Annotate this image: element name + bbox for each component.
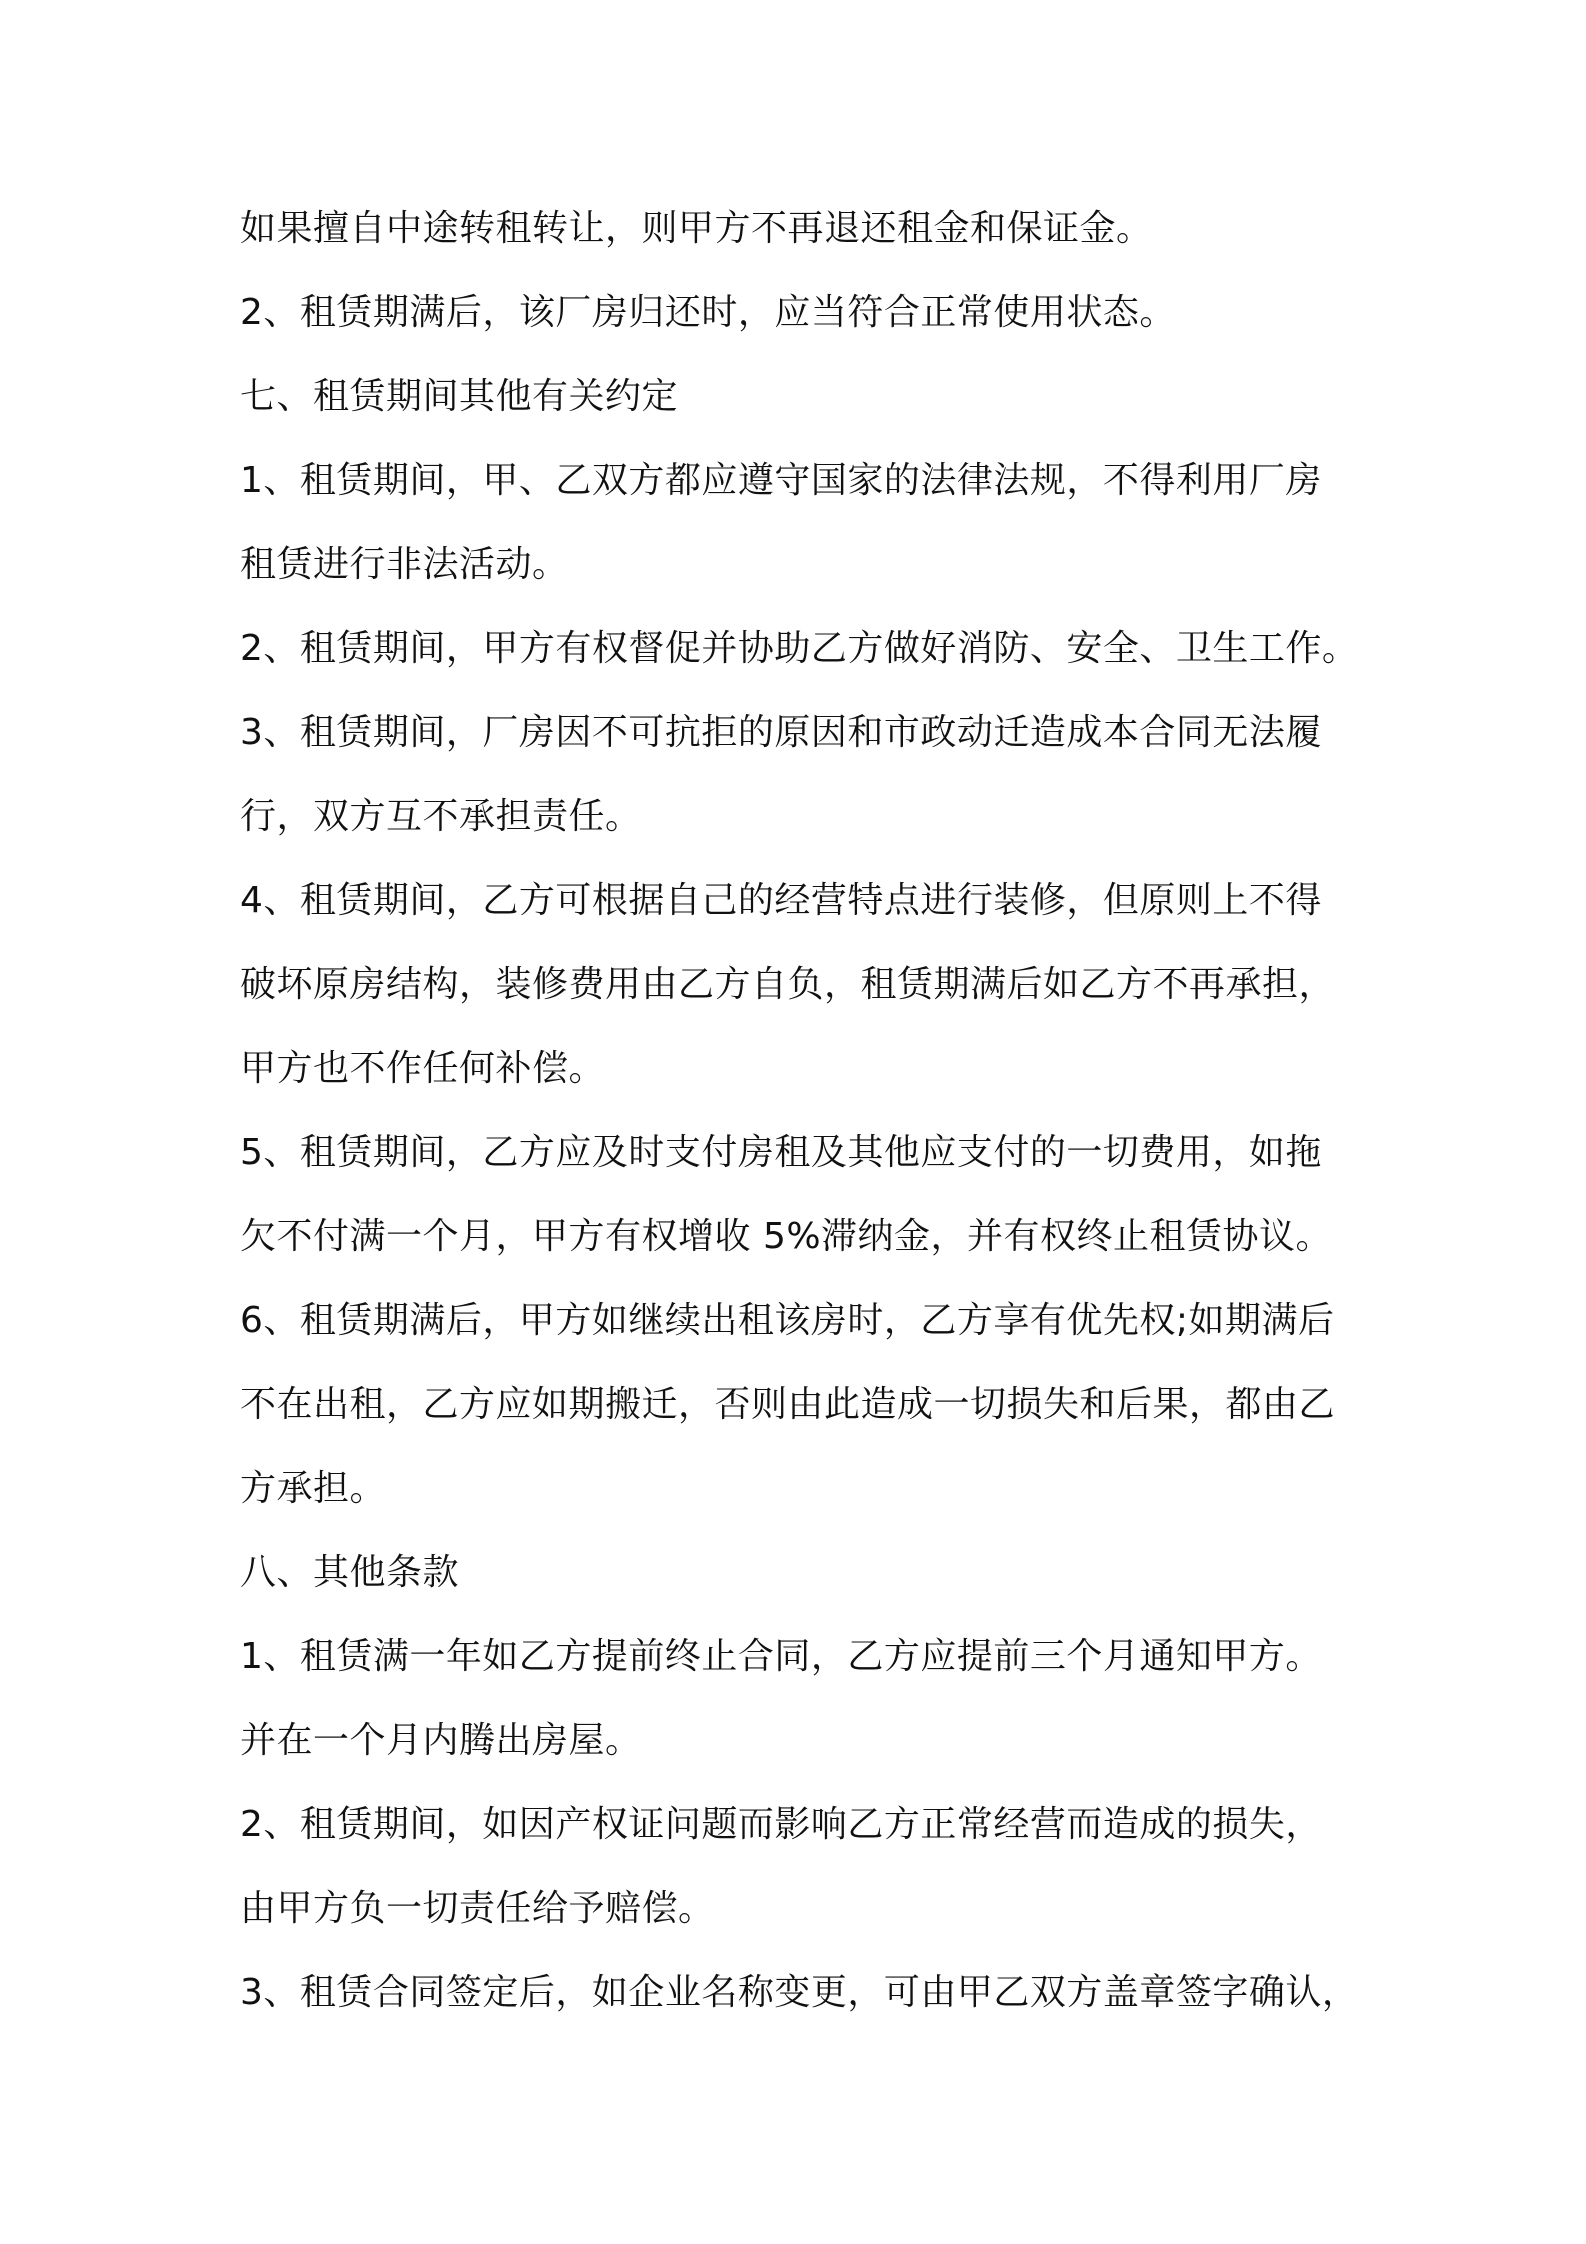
text-line: 6、租赁期满后，甲方如继续出租该房时，乙方享有优先权;如期满后: [240, 1300, 1335, 1341]
text-line: 甲方也不作任何补偿。: [240, 1048, 606, 1089]
text-line: 行，双方互不承担责任。: [240, 796, 642, 837]
text-line: 并在一个月内腾出房屋。: [240, 1720, 642, 1761]
text-line: 3、租赁期间，厂房因不可抗拒的原因和市政动迁造成本合同无法履: [240, 712, 1322, 753]
text-line: 1、租赁满一年如乙方提前终止合同，乙方应提前三个月通知甲方。: [240, 1636, 1322, 1677]
text-line: 5、租赁期间，乙方应及时支付房租及其他应支付的一切费用，如拖: [240, 1132, 1322, 1173]
text-line: 方承担。: [240, 1468, 387, 1509]
section-heading: 八、其他条款: [240, 1552, 460, 1593]
text-line: 如果擅自中途转租转让，则甲方不再退还租金和保证金。: [240, 208, 1153, 249]
text-line: 4、租赁期间，乙方可根据自己的经营特点进行装修，但原则上不得: [240, 880, 1322, 921]
text-line: 1、租赁期间，甲、乙双方都应遵守国家的法律法规，不得利用厂房: [240, 460, 1322, 501]
text-line: 2、租赁期间，甲方有权督促并协助乙方做好消防、安全、卫生工作。: [240, 628, 1359, 669]
text-line: 不在出租，乙方应如期搬迁，否则由此造成一切损失和后果，都由乙: [240, 1384, 1336, 1425]
text-line: 2、租赁期满后，该厂房归还时，应当符合正常使用状态。: [240, 292, 1176, 333]
document-body: [240, 200, 1380, 2048]
text-line: 2、租赁期间，如因产权证问题而影响乙方正常经营而造成的损失，: [240, 1804, 1322, 1845]
text-line: 破坏原房结构，装修费用由乙方自负，租赁期满后如乙方不再承担，: [240, 964, 1336, 1005]
text-line: 租赁进行非法活动。: [240, 544, 569, 585]
section-heading: 七、租赁期间其他有关约定: [240, 376, 679, 417]
text-line: 3、租赁合同签定后，如企业名称变更，可由甲乙双方盖章签字确认，: [240, 1972, 1359, 2013]
text-line: 由甲方负一切责任给予赔偿。: [240, 1888, 715, 1929]
text-line: 欠不付满一个月，甲方有权增收 5%滞纳金，并有权终止租赁协议。: [240, 1216, 1333, 1257]
